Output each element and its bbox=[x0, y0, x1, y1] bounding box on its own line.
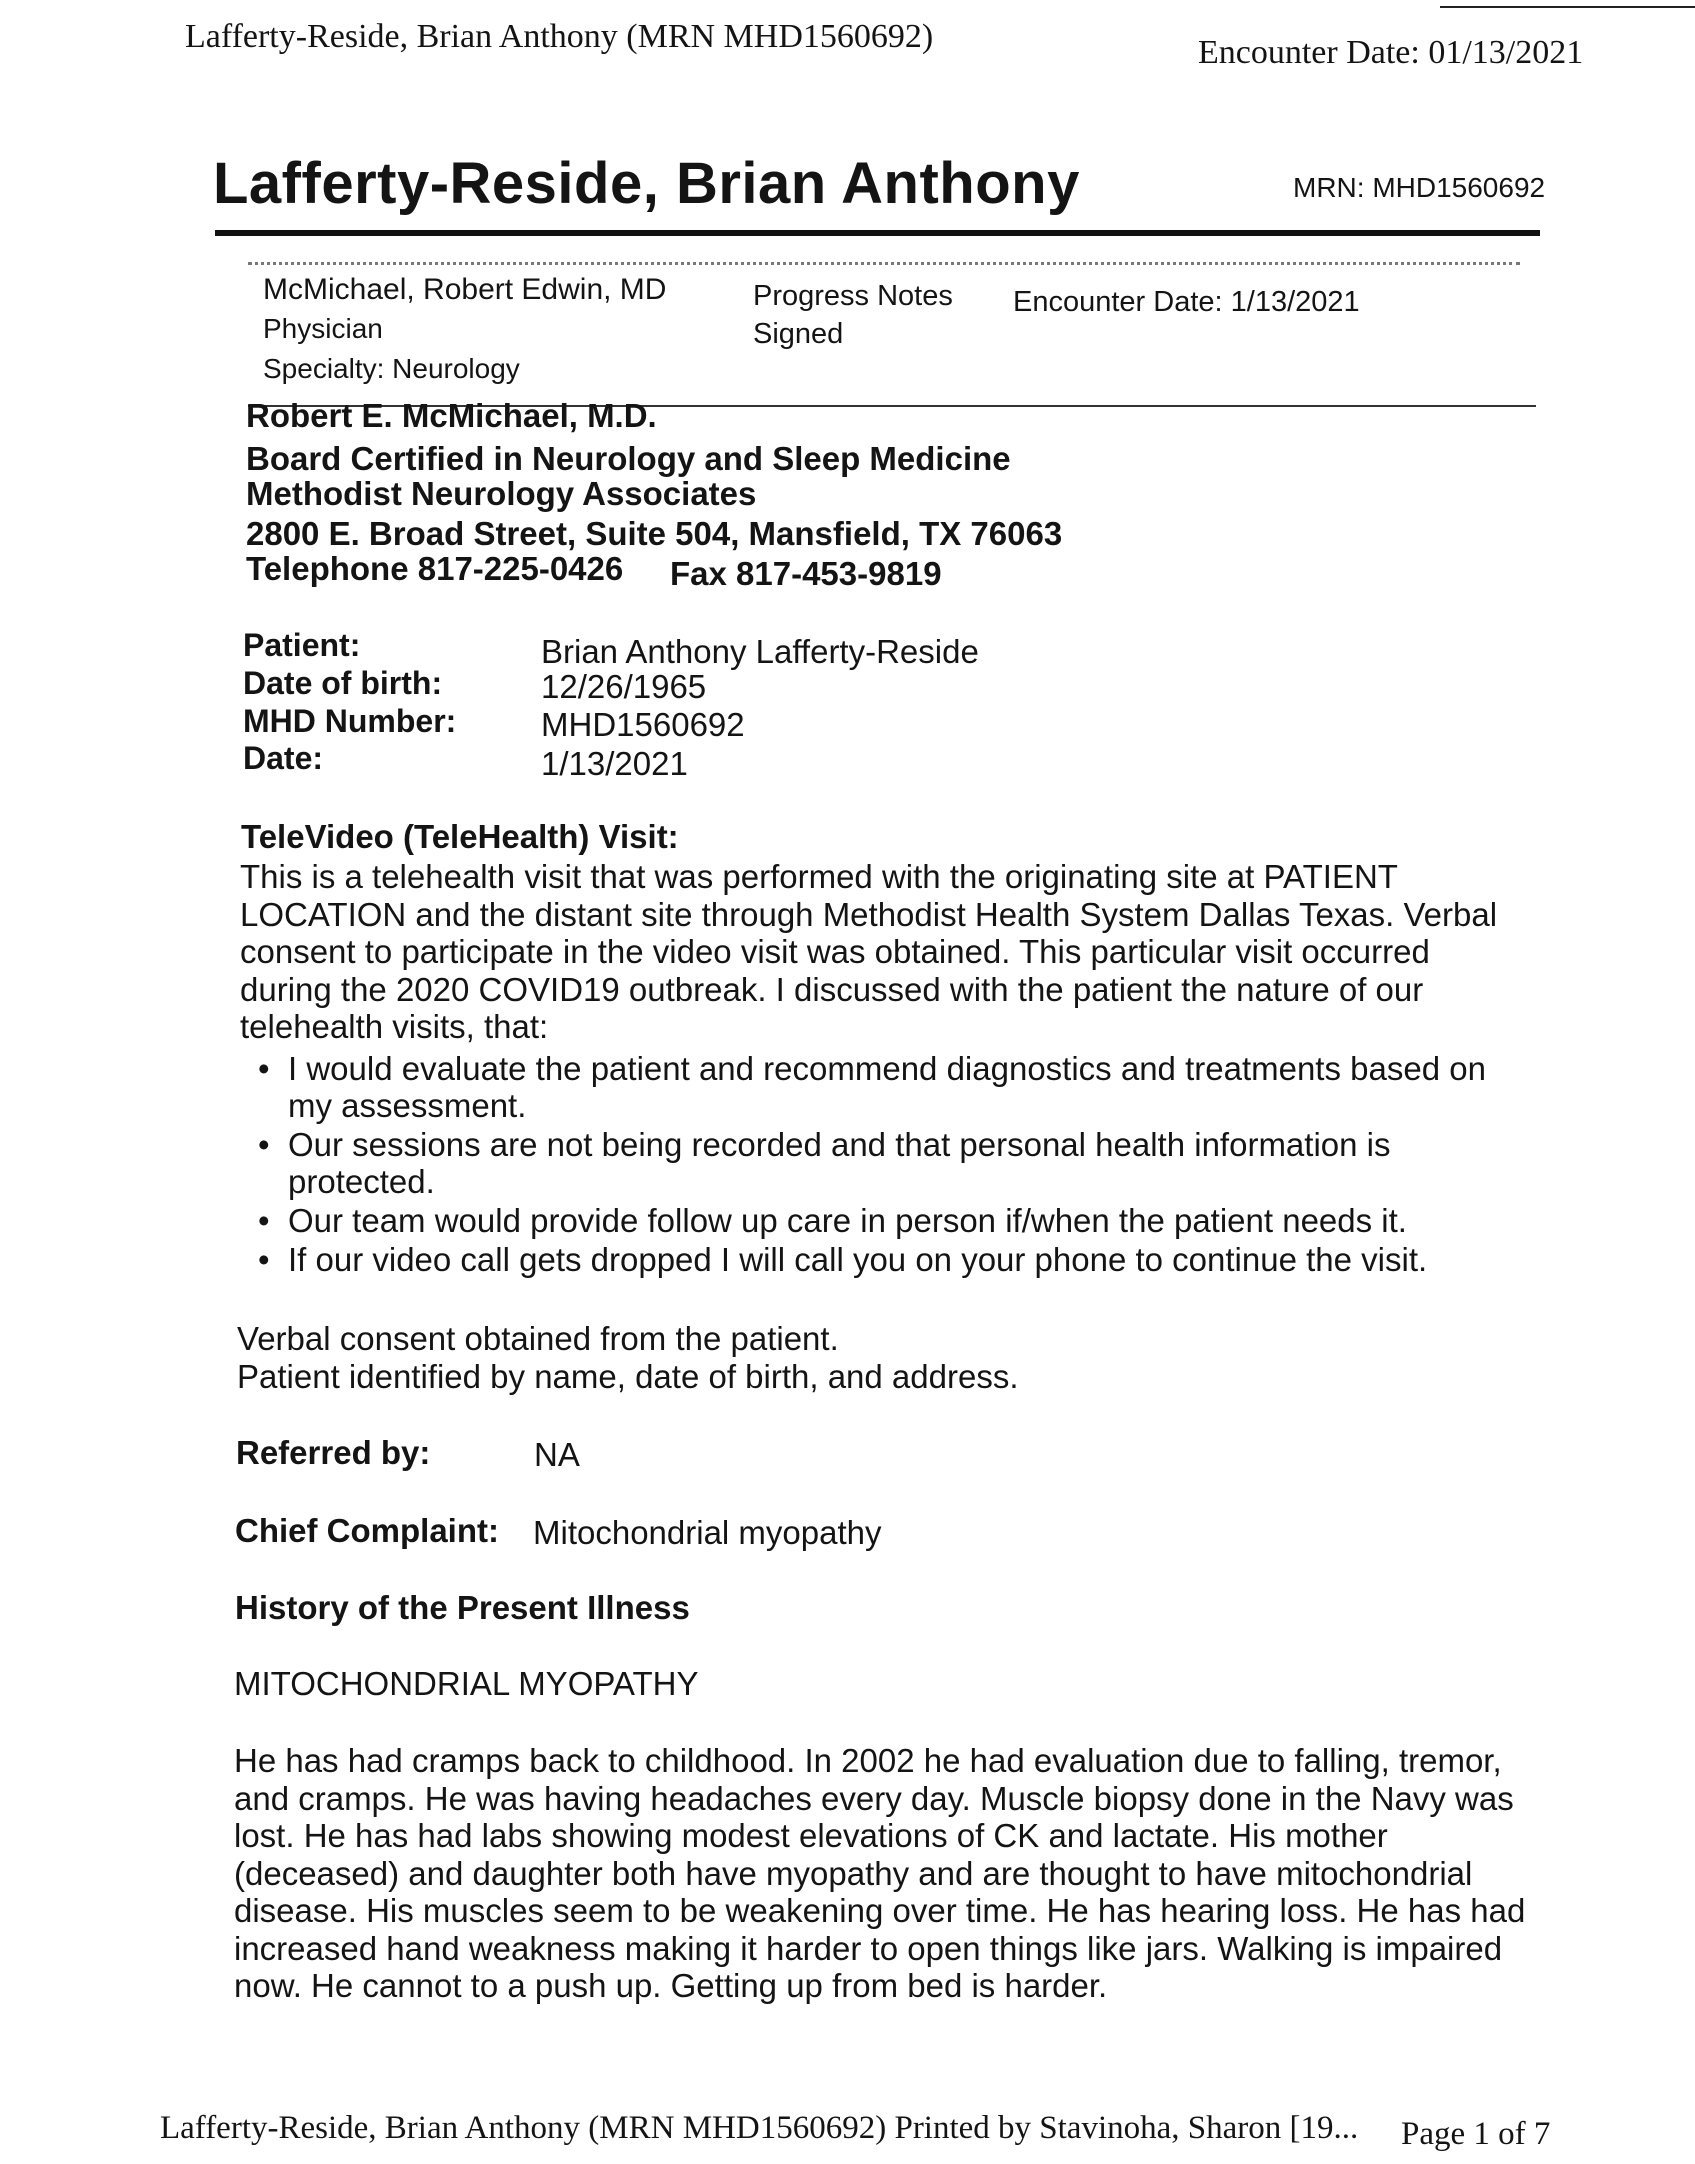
fax-footer-page: Page 1 of 7 bbox=[1401, 2116, 1551, 2152]
fax-header-patient: Lafferty-Reside, Brian Anthony (MRN MHD1560692) bbox=[185, 18, 934, 55]
bullet-icon: • bbox=[258, 1050, 270, 1087]
bullet-icon: • bbox=[258, 1241, 270, 1278]
letterhead-line: Robert E. McMichael, M.D. bbox=[246, 397, 657, 434]
provider-specialty: Specialty: Neurology bbox=[263, 353, 520, 384]
hpi-subheading: MITOCHONDRIAL MYOPATHY bbox=[234, 1665, 699, 1702]
note-type: Progress Notes bbox=[753, 280, 953, 312]
list-item bbox=[258, 1050, 1520, 1124]
bullet-text: I would evaluate the patient and recommend diagnostics and treatments based on my assessment. bbox=[288, 1050, 1486, 1124]
mhd-label: MHD Number: bbox=[243, 703, 457, 739]
record-mrn: MRN: MHD1560692 bbox=[1293, 172, 1546, 203]
dob-label: Date of birth: bbox=[243, 665, 443, 701]
page-title: Lafferty-Reside, Brian Anthony bbox=[213, 151, 1080, 216]
mhd-value: MHD1560692 bbox=[541, 706, 745, 743]
letterhead-telephone: Telephone 817-225-0426 bbox=[246, 550, 624, 587]
bullet-text: Our sessions are not being recorded and that personal health information is protected. bbox=[288, 1126, 1391, 1200]
provider-role: Physician bbox=[263, 313, 383, 344]
fax-header-rule bbox=[1440, 6, 1695, 8]
letterhead-fax: Fax 817-453-9819 bbox=[670, 555, 942, 592]
hpi-heading: History of the Present Illness bbox=[235, 1589, 690, 1626]
identified-text: Patient identified by name, date of birth, and address. bbox=[237, 1358, 1019, 1395]
note-encounter-date: Encounter Date: 1/13/2021 bbox=[1013, 286, 1360, 318]
hpi-paragraph: He has had cramps back to childhood. In 2002 he had evaluation due to falling, tremor, and cramps. He was having headaches every day. Muscle biopsy done in the Navy was lost. He has had labs showing modest elevations of CK and lactate. His mother (deceased) and daughter both have myopathy and are thought to have mitochondrial disease. His muscles seem to be weakening over time. He has hearing loss. He has had increased hand weakness making it harder to open things like jars. Walking is impaired now. He cannot to a push up. Getting up from bed is harder. bbox=[234, 1742, 1526, 2004]
consent-text: Verbal consent obtained from the patient. bbox=[237, 1320, 839, 1357]
fax-footer-printed-by: Lafferty-Reside, Brian Anthony (MRN MHD1560692) Printed by Stavinoha, Sharon [19... bbox=[160, 2110, 1359, 2146]
telehealth-paragraph: This is a telehealth visit that was performed with the originating site at PATIENT LOCATION and the distant site through Methodist Health System Dallas Texas. Verbal consent to participate in the video visit was obtained. This particular visit occurred during the 2020 COVID19 outbreak. I discussed with the patient the nature of our telehealth visits, that: bbox=[240, 858, 1498, 1045]
referred-by-label: Referred by: bbox=[236, 1434, 431, 1471]
list-item bbox=[258, 1202, 1520, 1239]
letterhead-line: Methodist Neurology Associates bbox=[246, 475, 757, 512]
date-value: 1/13/2021 bbox=[541, 745, 688, 782]
letterhead-line: Board Certified in Neurology and Sleep Medicine bbox=[246, 440, 1011, 477]
telehealth-bullet-list bbox=[258, 1050, 1520, 1280]
referred-by-value: NA bbox=[534, 1436, 580, 1473]
bullet-icon: • bbox=[258, 1202, 270, 1239]
date-label: Date: bbox=[243, 740, 324, 776]
telehealth-heading: TeleVideo (TeleHealth) Visit: bbox=[241, 818, 679, 855]
provider-name: McMichael, Robert Edwin, MD bbox=[263, 273, 667, 306]
bullet-text: If our video call gets dropped I will call you on your phone to continue the visit. bbox=[288, 1241, 1428, 1278]
dotted-divider bbox=[248, 262, 1520, 265]
chief-complaint-label: Chief Complaint: bbox=[235, 1512, 499, 1549]
letterhead-line: 2800 E. Broad Street, Suite 504, Mansfield, TX 76063 bbox=[246, 515, 1063, 552]
bullet-text: Our team would provide follow up care in person if/when the patient needs it. bbox=[288, 1202, 1407, 1239]
list-item bbox=[258, 1126, 1520, 1200]
bullet-icon: • bbox=[258, 1126, 270, 1163]
title-divider bbox=[215, 230, 1540, 236]
note-status: Signed bbox=[753, 318, 844, 350]
fax-header-encounter-date: Encounter Date: 01/13/2021 bbox=[1198, 34, 1584, 71]
list-item bbox=[258, 1241, 1520, 1278]
patient-label: Patient: bbox=[243, 627, 361, 663]
chief-complaint-value: Mitochondrial myopathy bbox=[533, 1514, 882, 1551]
patient-value: Brian Anthony Lafferty-Reside bbox=[541, 633, 979, 670]
dob-value: 12/26/1965 bbox=[541, 668, 707, 705]
